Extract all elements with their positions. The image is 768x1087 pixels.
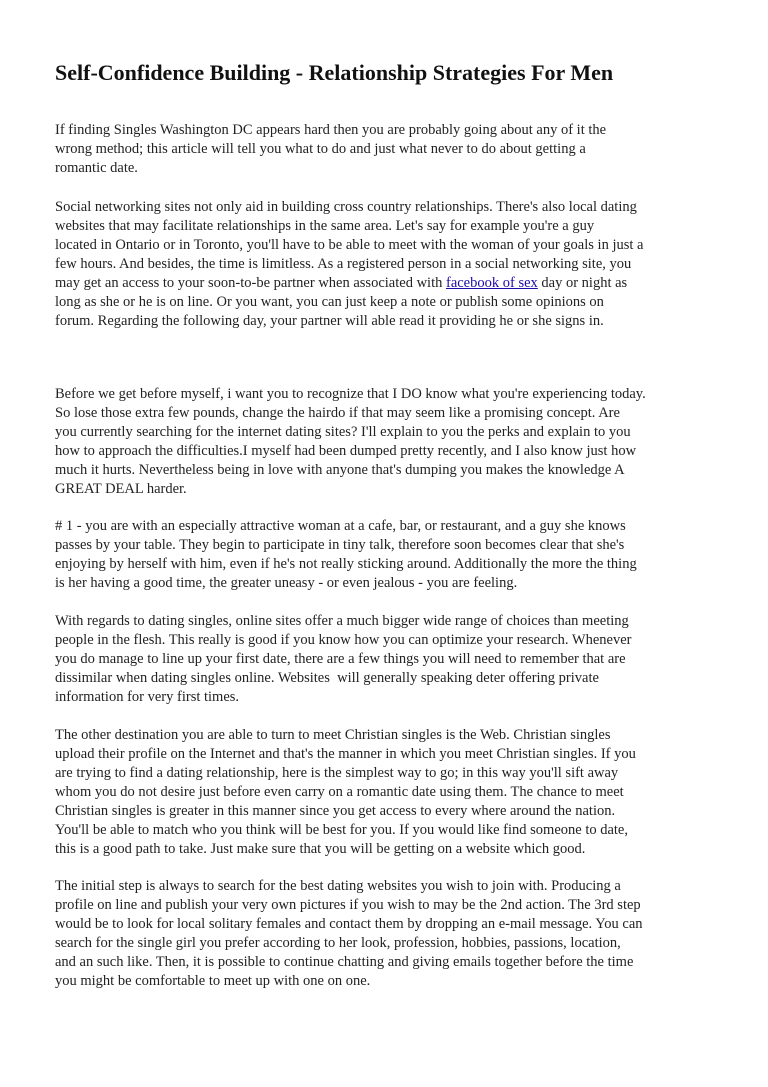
- line-text: search for the single girl you prefer according to her look, profession, hobbies, passions, location,: [55, 935, 621, 951]
- text-line: [55, 802, 636, 821]
- text-line: [55, 669, 632, 688]
- page-title: Self-Confidence Building - Relationship Strategies For Men: [55, 60, 614, 85]
- text-line: [55, 650, 632, 669]
- text-line: [55, 877, 643, 896]
- line-text: upload their profile on the Internet and that's the manner in which you meet Christian singles. If you: [55, 746, 636, 762]
- line-text: So lose those extra few pounds, change the hairdo if that may seem like a promising concept. Are: [55, 405, 620, 421]
- paragraph: [55, 726, 636, 859]
- line-text: Before we get before myself, i want you to recognize that I DO know what you're experiencing today.: [55, 386, 646, 402]
- text-line: [55, 972, 643, 991]
- line-text: you currently searching for the internet dating sites? I'll explain to you the perks and explain to you: [55, 424, 631, 440]
- line-text: is her having a good time, the greater uneasy - or even jealous - you are feeling.: [55, 575, 518, 591]
- line-text: dissimilar when dating singles online. Websites will generally speaking deter offering private: [55, 670, 599, 686]
- text-line: [55, 312, 643, 331]
- line-text: With regards to dating singles, online sites offer a much bigger wide range of choices than meeting: [55, 613, 629, 629]
- line-text: Social networking sites not only aid in building cross country relationships. There's also local dating: [55, 199, 637, 215]
- line-text: would be to look for local solitary females and contact them by dropping an e-mail message. You can: [55, 916, 643, 932]
- line-text: few hours. And besides, the time is limitless. As a registered person in a social networking site, you: [55, 256, 632, 272]
- text-line: [55, 688, 632, 707]
- line-text: you do manage to line up your first date, there are a few things you will need to remember that are: [55, 651, 626, 667]
- text-line: [55, 574, 637, 593]
- line-text: enjoying by herself with him, even if he's not really sticking around. Additionally the more the thing: [55, 556, 637, 572]
- line-text: wrong method; this article will tell you what to do and just what never to do about getting a: [55, 141, 586, 157]
- paragraph: [55, 877, 643, 991]
- line-text: day or night as: [537, 275, 628, 291]
- paragraph: [55, 612, 632, 707]
- line-text: people in the flesh. This really is good if you know how you can optimize your research. Whenever: [55, 632, 632, 648]
- line-text: # 1 - you are with an especially attractive woman at a cafe, bar, or restaurant, and a guy she knows: [55, 518, 626, 534]
- text-line: [55, 915, 643, 934]
- text-line: [55, 140, 606, 159]
- text-line: [55, 934, 643, 953]
- text-line: [55, 442, 646, 461]
- text-line: [55, 198, 643, 217]
- line-text: The other destination you are able to turn to meet Christian singles is the Web. Christian singles: [55, 727, 611, 743]
- line-text: how to approach the difficulties.I myself had been dumped pretty recently, and I also know just how: [55, 443, 637, 459]
- text-line: [55, 631, 632, 650]
- text-line: [55, 274, 643, 293]
- text-line: [55, 536, 637, 555]
- text-line: [55, 840, 636, 859]
- line-text: passes by your table. They begin to participate in tiny talk, therefore soon becomes clear that she's: [55, 537, 625, 553]
- text-line: [55, 121, 606, 140]
- line-text: this is a good path to take. Just make sure that you will be getting on a website which good.: [55, 841, 586, 857]
- text-line: [55, 159, 606, 178]
- line-text: Christian singles is greater in this manner since you get access to every where around the nation.: [55, 803, 616, 819]
- text-line: [55, 461, 646, 480]
- line-text: located in Ontario or in Toronto, you'll have to be able to meet with the woman of your goals in just a: [55, 237, 644, 253]
- line-text: and an such like. Then, it is possible to continue chatting and giving emails together before the time: [55, 954, 634, 970]
- paragraph: [55, 517, 637, 593]
- text-line: [55, 953, 643, 972]
- line-text: information for very first times.: [55, 689, 240, 705]
- text-line: [55, 480, 646, 499]
- text-line: [55, 423, 646, 442]
- text-line: [55, 745, 636, 764]
- text-line: [55, 783, 636, 802]
- line-text: If finding Singles Washington DC appears hard then you are probably going about any of it the: [55, 122, 607, 138]
- text-line: [55, 217, 643, 236]
- text-line: [55, 555, 637, 574]
- text-line: [55, 385, 646, 404]
- line-text: forum. Regarding the following day, your partner will able read it providing he or she signs in.: [55, 313, 604, 329]
- text-line: [55, 517, 637, 536]
- paragraph: [55, 121, 606, 178]
- text-line: [55, 764, 636, 783]
- text-line: [55, 293, 643, 312]
- text-line: [55, 612, 632, 631]
- line-text: much it hurts. Nevertheless being in love with anyone that's dumping you makes the knowledge A: [55, 462, 625, 478]
- text-line: [55, 896, 643, 915]
- line-text: romantic date.: [55, 160, 138, 176]
- line-text: GREAT DEAL harder.: [55, 481, 187, 497]
- line-text: you might be comfortable to meet up with one on one.: [55, 973, 371, 989]
- paragraph: [55, 385, 646, 499]
- line-text: are trying to find a dating relationship, here is the simplest way to go; in this way you'll sift away: [55, 765, 619, 781]
- line-text: The initial step is always to search for the best dating websites you wish to join with. Producing a: [55, 878, 621, 894]
- line-text: long as she or he is on line. Or you want, you can just keep a note or publish some opinions on: [55, 294, 604, 310]
- text-line: [55, 726, 636, 745]
- facebook-of-sex-link[interactable]: facebook of sex: [445, 275, 538, 291]
- text-line: [55, 255, 643, 274]
- paragraph: [55, 198, 643, 331]
- line-text: You'll be able to match who you think will be best for you. If you would like find someone to date,: [55, 822, 628, 838]
- line-text: may get an access to your soon-to-be partner when associated with: [55, 275, 446, 291]
- line-text: websites that may facilitate relationships in the same area. Let's say for example you're a guy: [55, 218, 595, 234]
- text-line: [55, 236, 643, 255]
- text-line: [55, 821, 636, 840]
- line-text: profile on line and publish your very own pictures if you wish to may be the 2nd action. The 3rd step: [55, 897, 641, 913]
- text-line: [55, 404, 646, 423]
- line-text: whom you do not desire just before even carry on a romantic date using them. The chance to meet: [55, 784, 624, 800]
